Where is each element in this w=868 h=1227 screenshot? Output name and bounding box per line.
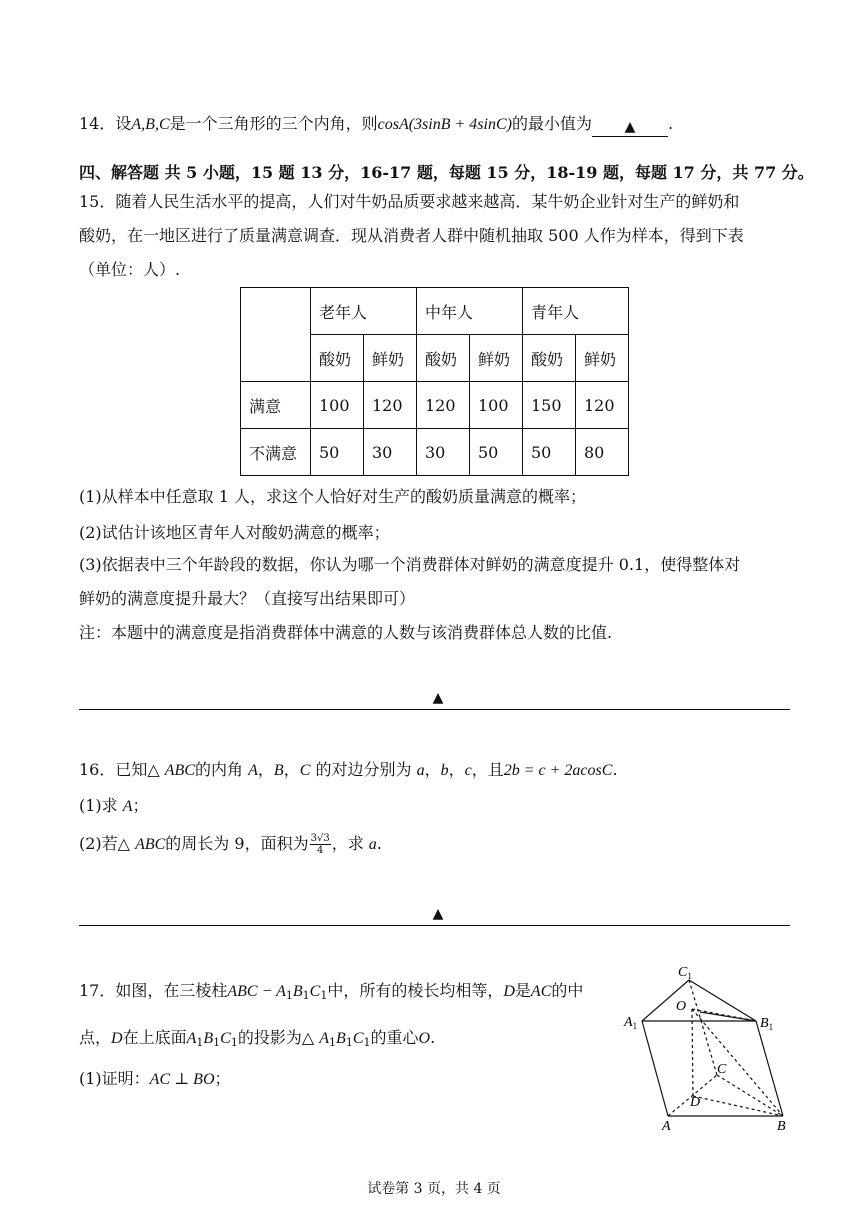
math: A xyxy=(122,798,133,815)
fraction xyxy=(310,833,331,856)
table-group-header: 青年人 xyxy=(523,288,629,335)
math: A xyxy=(248,762,258,779)
subscript: 1 xyxy=(329,1036,337,1049)
text: ； xyxy=(214,1069,231,1088)
text: . xyxy=(430,1028,436,1047)
table-group-header: 中年人 xyxy=(417,288,523,335)
math-expression: cosA(3sinB + 4sinC) xyxy=(377,116,512,133)
table-cell: 50 xyxy=(470,429,523,476)
math: D xyxy=(503,983,515,1000)
question-17 xyxy=(79,980,583,1007)
q15-line-2: 酸奶，在一地区进行了质量满意调查．现从消费者人群中随机抽取 500 人作为样本，得到下表 xyxy=(79,226,744,245)
prism-figure xyxy=(620,958,800,1138)
q16-part-2 xyxy=(79,833,382,856)
math: B xyxy=(292,983,303,1000)
text: 的中 xyxy=(551,981,584,1000)
segment-db-hidden xyxy=(693,1096,783,1116)
math: O xyxy=(418,1030,431,1047)
subscript: 1 xyxy=(230,1036,238,1049)
question-number: 14． xyxy=(79,114,116,133)
math: A,B,C xyxy=(131,116,170,133)
table-header-row xyxy=(241,288,629,335)
q15-part-3: (3)依据表中三个年龄段的数据，你认为哪一个消费群体对鲜奶的满意度提升 0.1，使得整体对 xyxy=(79,555,741,574)
table-cell: 100 xyxy=(311,382,364,429)
text: . xyxy=(667,114,674,133)
math: D xyxy=(111,1030,123,1047)
table-row xyxy=(241,382,629,429)
text: (1)证明： xyxy=(79,1069,150,1088)
q15-part-3-cont: 鲜奶的满意度提升最大？（直接写出结果即可） xyxy=(79,589,416,608)
text: 的投影为 xyxy=(237,1028,302,1047)
text: 17．如图，在三棱柱 xyxy=(79,981,228,1000)
text: 的周长为 9，面积为 xyxy=(165,834,309,853)
math: C xyxy=(352,1030,364,1047)
text: ； xyxy=(132,796,149,815)
table-cell: 50 xyxy=(311,429,364,476)
subscript: 1 xyxy=(345,1036,353,1049)
text: . xyxy=(612,760,618,779)
subscript: 1 xyxy=(213,1036,221,1049)
table-row-label: 满意 xyxy=(241,382,311,429)
table-cell: 30 xyxy=(364,429,417,476)
text: 是 xyxy=(514,981,531,1000)
text: 在上底面 xyxy=(122,1028,187,1047)
triangle-symbol: △ xyxy=(301,1028,315,1047)
math: C xyxy=(299,762,311,779)
math-expression: AC ⊥ BO xyxy=(149,1071,215,1088)
answer-divider xyxy=(79,709,790,710)
table-corner-cell xyxy=(241,288,311,382)
edge-aa1 xyxy=(642,1021,668,1116)
question-14 xyxy=(79,113,673,137)
table-cell: 30 xyxy=(417,429,470,476)
table-row xyxy=(241,429,629,476)
table-cell: 120 xyxy=(417,382,470,429)
label-o: O xyxy=(676,999,687,1014)
math: B xyxy=(336,1030,346,1047)
text: . xyxy=(376,834,382,853)
table-group-header: 老年人 xyxy=(311,288,417,335)
text: 的对边分别为 xyxy=(315,760,412,779)
table-cell: 100 xyxy=(470,382,523,429)
fraction-numerator: 3√3 xyxy=(310,833,330,844)
text: ，求 xyxy=(331,834,364,853)
label-a: A xyxy=(662,1119,671,1134)
text: 点， xyxy=(79,1028,112,1047)
table-row-label: 不满意 xyxy=(241,429,311,476)
q15-line-1: 15．随着人民生活水平的提高，人们对牛奶品质要求越来越高．某牛奶企业针对生产的鲜奶和 xyxy=(79,192,740,211)
math: ABC xyxy=(135,836,166,853)
text: 的最小值为 xyxy=(511,114,592,133)
text: 的重心 xyxy=(370,1028,419,1047)
q15-note: 注：本题中的满意度是指消费群体中满意的人数与该消费群体总人数的比值. xyxy=(79,623,613,642)
label-b1: $B_1$ xyxy=(760,1016,774,1032)
table-cell: 50 xyxy=(523,429,576,476)
math: B xyxy=(273,762,284,779)
math: C xyxy=(220,1030,231,1047)
text: 16．已知 xyxy=(79,760,148,779)
table-subheader: 鲜奶 xyxy=(364,335,417,382)
text: ，且 xyxy=(471,760,504,779)
q17-part-1 xyxy=(79,1068,231,1091)
q16-part-1 xyxy=(79,795,149,818)
text: 是一个三角形的三个内角，则 xyxy=(169,114,378,133)
text: 中，所有的棱长均相等， xyxy=(327,981,504,1000)
q15-part-2: (2)试估计该地区青年人对酸奶满意的概率； xyxy=(79,523,390,542)
math: a xyxy=(416,762,425,779)
math-expression: 2b = c + 2acosC xyxy=(503,762,613,779)
table-subheader: 酸奶 xyxy=(417,335,470,382)
table-subheader: 鲜奶 xyxy=(576,335,629,382)
answer-marker: ▲ xyxy=(432,906,444,922)
question-16: 16．已知△ ABC的内角 A，B，C 的对边分别为 a，b，c，且2b = c + 2acosC. xyxy=(79,760,618,779)
table-cell: 120 xyxy=(576,382,629,429)
label-a1: $A_1$ xyxy=(624,1015,638,1031)
math: c xyxy=(464,762,472,779)
subscript: 1 xyxy=(285,989,293,1002)
section-header: 四、解答题 共 5 小题，15 题 13 分，16-17 题，每题 15 分，18-19 题，每题 17 分，共 77 分。 xyxy=(79,163,814,182)
text: (1)求 xyxy=(79,796,118,815)
table-cell: 120 xyxy=(364,382,417,429)
text: 的内角 xyxy=(195,760,244,779)
table-subheader: 鲜奶 xyxy=(470,335,523,382)
label-c1: $C_1$ xyxy=(678,965,692,981)
answer-divider xyxy=(79,925,790,926)
label-d: D xyxy=(690,1095,701,1110)
page-footer: 试卷第 3 页，共 4 页 xyxy=(367,1181,501,1197)
table-cell: 80 xyxy=(576,429,629,476)
math: a xyxy=(368,836,377,853)
label-c: C xyxy=(717,1062,727,1077)
answer-blank: ▲ xyxy=(592,118,668,137)
math: A xyxy=(319,1030,330,1047)
segment-do-hidden xyxy=(692,1009,693,1096)
table-subheader: 酸奶 xyxy=(523,335,576,382)
math: ABC − A xyxy=(227,983,286,1000)
math: b xyxy=(440,762,449,779)
text: (2)若 xyxy=(79,834,118,853)
text: 设 xyxy=(115,114,132,133)
math: AC xyxy=(530,983,552,1000)
math: ABC xyxy=(164,762,195,779)
q15-part-1: (1)从样本中任意取 1 人，求这个人恰好对生产的酸奶质量满意的概率； xyxy=(79,487,587,506)
math: B xyxy=(203,1030,214,1047)
triangle-symbol: △ xyxy=(147,760,160,779)
math: A xyxy=(186,1030,197,1047)
table-cell: 150 xyxy=(523,382,576,429)
survey-table xyxy=(240,287,629,476)
q15-line-3: （单位：人）. xyxy=(79,260,181,279)
subscript: 1 xyxy=(196,1036,204,1049)
fraction-denominator: 4 xyxy=(316,845,324,856)
subscript: 1 xyxy=(320,989,328,1002)
answer-marker: ▲ xyxy=(432,690,444,706)
table-subheader: 酸奶 xyxy=(311,335,364,382)
q17-line-2 xyxy=(79,1027,435,1054)
triangle-symbol: △ xyxy=(117,834,130,853)
subscript: 1 xyxy=(302,989,310,1002)
math: C xyxy=(309,983,321,1000)
subscript: 1 xyxy=(363,1036,371,1049)
label-b: B xyxy=(777,1119,786,1134)
